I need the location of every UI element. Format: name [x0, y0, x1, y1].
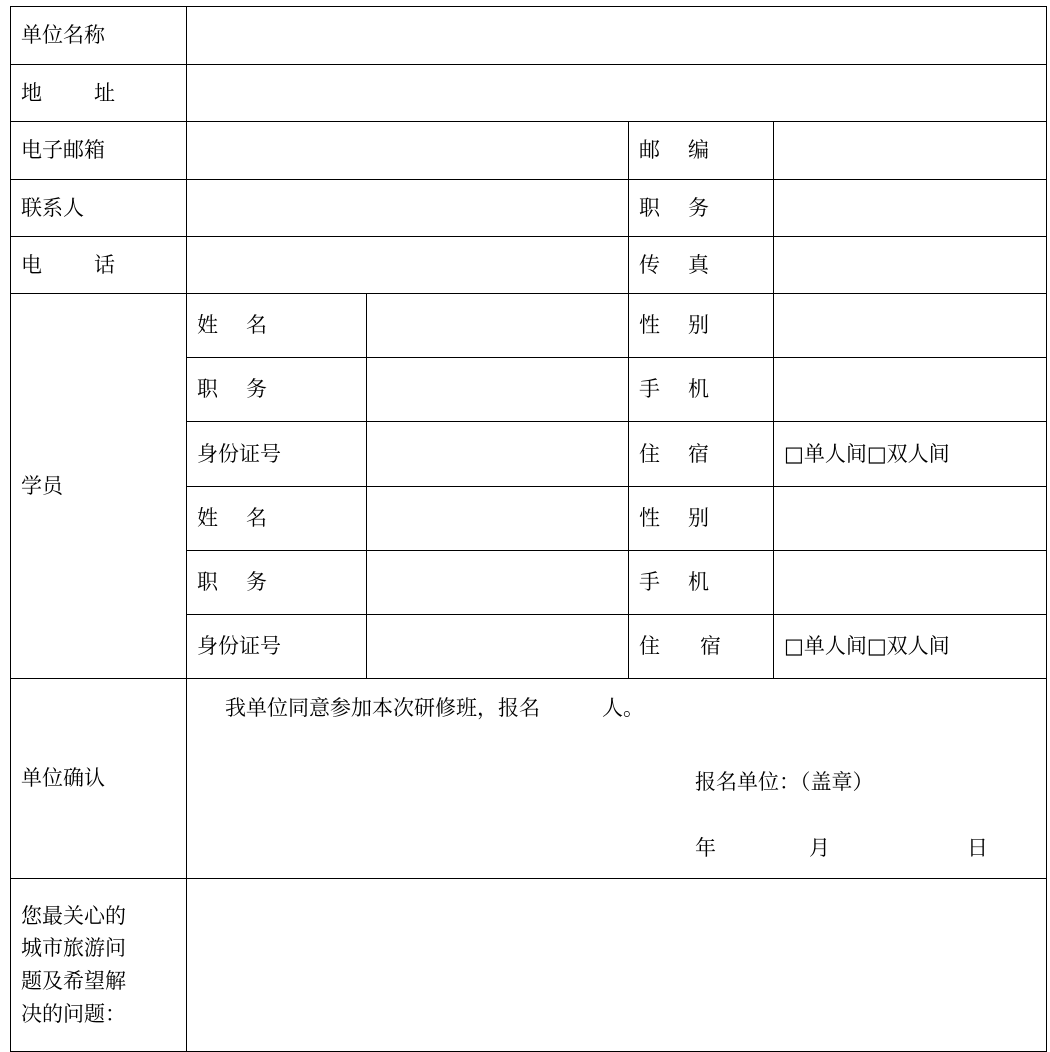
student2-name-label: 姓 名 [187, 487, 367, 551]
confirmation-statement: 我单位同意参加本次研修班，报名 人。 [225, 696, 644, 720]
fax-label: 传 真 [629, 237, 774, 294]
student2-gender-field[interactable] [774, 487, 1047, 551]
student2-id-field[interactable] [367, 615, 629, 679]
student1-id-label: 身份证号 [187, 422, 367, 487]
student1-name-field[interactable] [367, 294, 629, 358]
student2-lodging-options[interactable]: □单人间□双人间 [774, 615, 1047, 679]
student1-lodging-label: 住 宿 [629, 422, 774, 487]
position-field[interactable] [774, 180, 1047, 237]
email-label: 电子邮箱 [11, 122, 187, 180]
row-phone [11, 237, 1047, 294]
row-confirmation [11, 679, 1047, 879]
student2-mobile-field[interactable] [774, 551, 1047, 615]
student2-id-label: 身份证号 [187, 615, 367, 679]
student2-position-label: 职 务 [187, 551, 367, 615]
row-address [11, 65, 1047, 122]
student1-name-label: 姓 名 [187, 294, 367, 358]
row-student1-name [11, 294, 1047, 358]
row-email [11, 122, 1047, 180]
concerns-label: 您最关心的 城市旅游问 题及希望解 决的问题： [11, 879, 187, 1052]
date-day: 日 [967, 836, 988, 860]
phone-label: 电 话 [11, 237, 187, 294]
address-label: 地 址 [11, 65, 187, 122]
fax-field[interactable] [774, 237, 1047, 294]
student1-id-field[interactable] [367, 422, 629, 487]
student1-lodging-options[interactable]: □单人间□双人间 [774, 422, 1047, 487]
date-year: 年 [695, 836, 716, 860]
row-unit-name [11, 7, 1047, 65]
students-section-label: 学员 [11, 294, 187, 679]
email-field[interactable] [187, 122, 629, 180]
row-concerns [11, 879, 1047, 1052]
confirmation-area[interactable] [187, 679, 1047, 879]
student2-lodging-label: 住 宿 [629, 615, 774, 679]
student1-gender-field[interactable] [774, 294, 1047, 358]
unit-name-label: 单位名称 [11, 7, 187, 65]
confirmation-label: 单位确认 [11, 679, 187, 879]
concerns-field[interactable] [187, 879, 1047, 1052]
address-field[interactable] [187, 65, 1047, 122]
student2-name-field[interactable] [367, 487, 629, 551]
student1-mobile-label: 手 机 [629, 358, 774, 422]
contact-label: 联系人 [11, 180, 187, 237]
student1-position-field[interactable] [367, 358, 629, 422]
postcode-field[interactable] [774, 122, 1047, 180]
row-contact [11, 180, 1047, 237]
student2-mobile-label: 手 机 [629, 551, 774, 615]
position-label: 职 务 [629, 180, 774, 237]
phone-field[interactable] [187, 237, 629, 294]
student1-position-label: 职 务 [187, 358, 367, 422]
registration-form-table [10, 6, 1047, 1052]
date-month: 月 [809, 836, 830, 860]
unit-name-field[interactable] [187, 7, 1047, 65]
confirmation-stamp-line: 报名单位：（盖章） [695, 770, 874, 794]
student1-gender-label: 性 别 [629, 294, 774, 358]
postcode-label: 邮 编 [629, 122, 774, 180]
student2-gender-label: 性 别 [629, 487, 774, 551]
contact-field[interactable] [187, 180, 629, 237]
student2-position-field[interactable] [367, 551, 629, 615]
student1-mobile-field[interactable] [774, 358, 1047, 422]
